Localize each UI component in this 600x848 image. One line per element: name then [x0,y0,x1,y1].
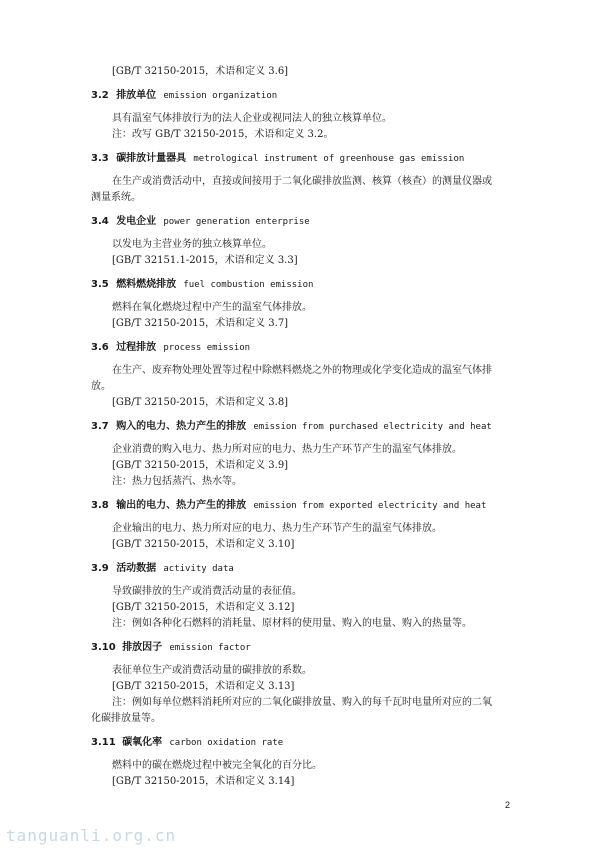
section-number: 3.2 [91,90,109,101]
reference-line: [GB/T 32150-2015，术语和定义 3.10] [112,539,295,550]
reference-line: [GB/T 32150-2015，术语和定义 3.7] [112,318,289,329]
reference-line: [GB/T 32150-2015，术语和定义 3.9] [112,460,289,471]
definition-line: 企业输出的电力、热力所对应的电力、热力生产环节产生的温室气体排放。 [112,523,442,534]
term-chinese: 碳氧化率 [122,737,163,748]
section-heading [91,499,486,513]
term-english: emission from purchased electricity and heat [253,422,492,432]
note-line: 注：热力包括蒸汽、热水等。 [112,476,242,487]
section-heading [91,641,251,655]
definition-line: 以发电为主营业务的独立核算单位。 [112,239,272,250]
reference-line: [GB/T 32151.1-2015，术语和定义 3.3] [112,255,298,266]
term-chinese: 排放因子 [122,642,163,653]
definition-line: 在生产或消费活动中，直接或间接用于二氧化碳排放监测、核算（核查）的测量仪器或 [112,176,492,187]
term-english: metrological instrument of greenhouse gas emission [193,154,465,164]
section-number: 3.4 [91,216,109,227]
reference-line: [GB/T 32150-2015，术语和定义 3.6] [112,66,289,77]
page-number: 2 [505,800,511,810]
definition-line: 导致碳排放的生产或消费活动量的表征值。 [112,586,302,597]
reference-line: [GB/T 32150-2015，术语和定义 3.12] [112,602,295,613]
term-chinese: 活动数据 [116,563,157,574]
term-english: fuel combustion emission [183,280,314,290]
term-chinese: 购入的电力、热力产生的排放 [116,421,247,432]
definition-line: 在生产、废弃物处理处置等过程中除燃料燃烧之外的物理或化学变化造成的温室气体排 [112,365,492,376]
definition-line: 燃料中的碳在燃烧过程中被完全氧化的百分比。 [112,760,322,771]
note-line: 注：改写 GB/T 32150-2015，术语和定义 3.2。 [112,129,334,140]
definition-line: 表征单位生产或消费活动量的碳排放的系数。 [112,665,312,676]
term-english: carbon oxidation rate [169,738,284,748]
term-chinese: 输出的电力、热力产生的排放 [116,500,247,511]
definition-line: 具有温室气体排放行为的法人企业或视同法人的独立核算单位。 [112,113,392,124]
section-number: 3.9 [91,563,109,574]
section-heading [91,420,492,434]
section-number: 3.6 [91,342,109,353]
section-number: 3.11 [91,737,116,748]
term-english: emission from exported electricity and heat [253,501,487,511]
term-english: power generation enterprise [163,217,310,227]
definition-line: 燃料在氧化燃烧过程中产生的温室气体排放。 [112,302,312,313]
term-english: emission organization [163,91,278,101]
section-number: 3.7 [91,421,109,432]
note-line: 注：例如每单位燃料消耗所对应的二氧化碳排放量、购入的每千瓦时电量所对应的二氧 [112,697,492,708]
section-heading [91,562,234,576]
term-chinese: 碳排放计量器具 [116,153,187,164]
section-heading [91,152,464,166]
definition-line: 放。 [91,381,111,392]
section-heading [91,736,283,750]
term-chinese: 燃料燃烧排放 [116,279,177,290]
term-english: activity data [163,564,234,574]
term-chinese: 发电企业 [116,216,157,227]
note-line: 注：例如各种化石燃料的消耗量、原材料的使用量、购入的电量、购入的热量等。 [112,618,472,629]
definition-line: 企业消费的购入电力、热力所对应的电力、热力生产环节产生的温室气体排放。 [112,444,462,455]
term-chinese: 过程排放 [116,342,157,353]
section-heading [91,215,310,229]
term-english: emission factor [169,643,251,653]
section-number: 3.10 [91,642,116,653]
definition-line: 测量系统。 [91,192,141,203]
section-heading [91,341,250,355]
reference-line: [GB/T 32150-2015，术语和定义 3.8] [112,397,289,408]
term-english: process emission [163,343,251,353]
section-number: 3.8 [91,500,109,511]
reference-line: [GB/T 32150-2015，术语和定义 3.14] [112,776,295,787]
section-heading [91,89,277,103]
reference-line: [GB/T 32150-2015，术语和定义 3.13] [112,681,295,692]
watermark: tanguanli.org.cn [6,826,177,845]
section-number: 3.5 [91,279,109,290]
section-number: 3.3 [91,153,109,164]
note-line: 化碳排放量等。 [91,713,161,724]
section-heading [91,278,313,292]
term-chinese: 排放单位 [116,90,157,101]
